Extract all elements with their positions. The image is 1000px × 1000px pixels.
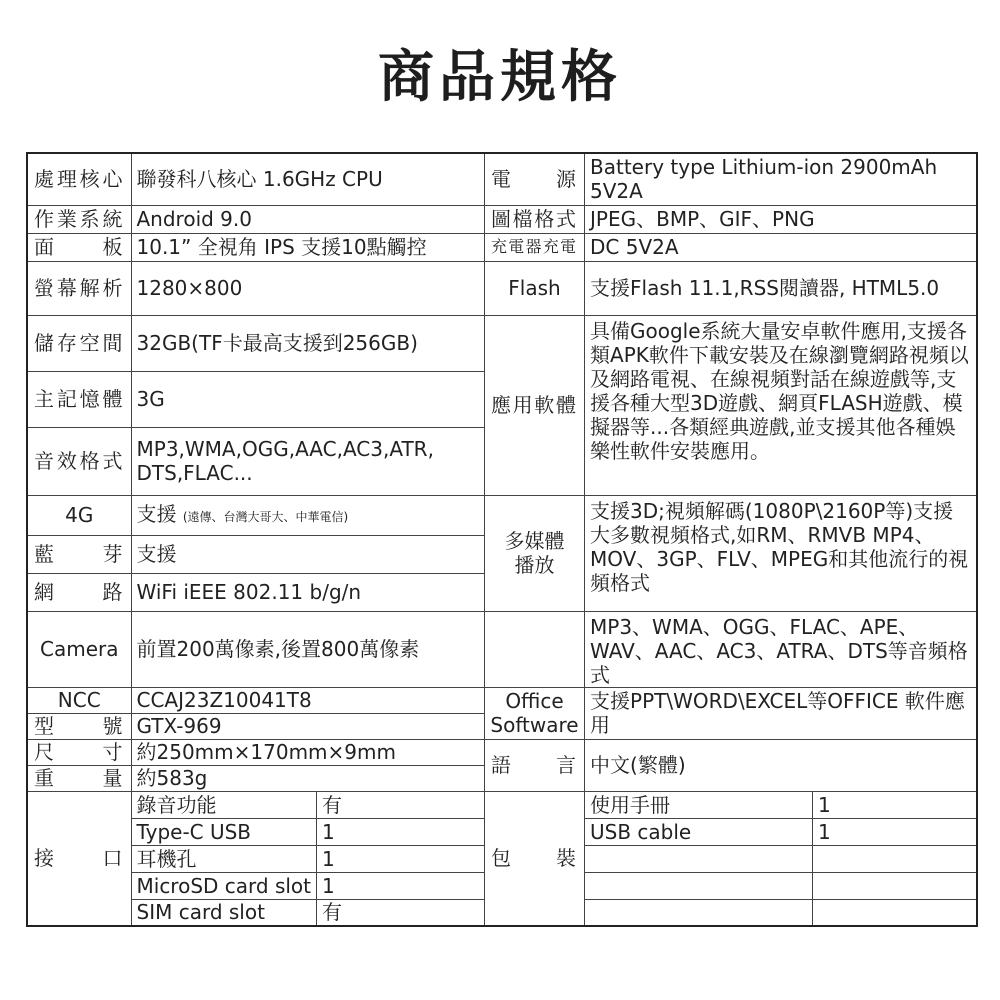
table-row <box>27 611 977 687</box>
package-item-qty <box>813 899 977 926</box>
storage-label: 儲存空間 <box>27 315 131 371</box>
resolution-label: 螢幕解析 <box>27 261 131 315</box>
spec-table <box>26 152 978 927</box>
table-row <box>27 495 977 535</box>
office-value: 支援PPT\WORD\EXCEL等OFFICE 軟件應用 <box>585 687 977 739</box>
size-value: 約250mm×170mm×9mm <box>131 739 485 765</box>
audio-label: 音效格式 <box>27 427 131 495</box>
charger-value: DC 5V2A <box>585 233 977 261</box>
package-item-qty <box>813 872 977 899</box>
lte-carriers-note: (遠傳、台灣大哥大、中華電信) <box>182 509 349 524</box>
panel-value: 10.1” 全視角 IPS 支援10點觸控 <box>131 233 485 261</box>
ram-value: 3G <box>131 371 485 427</box>
table-row <box>27 153 977 205</box>
camera-label: Camera <box>27 611 131 687</box>
port-name: SIM card slot <box>131 899 317 926</box>
lte-cell <box>131 495 485 535</box>
office-label: Office Software <box>485 687 585 739</box>
apps-value: 具備Google系統大量安卓軟件應用,支援各類APK軟件下載安裝及在線瀏覽網路視頻以及網路電視、在線視頻對話在線遊戲等,支援各種大型3D遊戲、網頁FLASH遊戲、模擬器等...各類經典遊戲,並支援其他各種娛樂性軟件安裝應用。 <box>585 315 977 495</box>
power-label: 電源 <box>485 153 585 205</box>
flash-value: 支援Flash 11.1,RSS閱讀器, HTML5.0 <box>585 261 977 315</box>
package-item-name <box>585 872 813 899</box>
ncc-value: CCAJ23Z10041T8 <box>131 687 485 713</box>
ram-label: 主記憶體 <box>27 371 131 427</box>
table-row <box>27 739 977 765</box>
table-row <box>27 233 977 261</box>
package-label: 包裝 <box>485 791 585 926</box>
port-value: 1 <box>317 818 485 845</box>
media-label-continued <box>485 611 585 687</box>
image-format-value: JPEG、BMP、GIF、PNG <box>585 205 977 233</box>
ncc-label: NCC <box>27 687 131 713</box>
network-label: 網路 <box>27 573 131 611</box>
bluetooth-value: 支援 <box>131 535 485 573</box>
package-item-qty: 1 <box>813 791 977 818</box>
port-name: MicroSD card slot <box>131 872 317 899</box>
audio-value: MP3,WMA,OGG,AAC,AC3,ATR, DTS,FLAC... <box>131 427 485 495</box>
table-row <box>27 261 977 315</box>
camera-value: 前置200萬像素,後置800萬像素 <box>131 611 485 687</box>
package-item-qty: 1 <box>813 818 977 845</box>
table-row <box>27 205 977 233</box>
flash-label: Flash <box>485 261 585 315</box>
table-row <box>27 687 977 713</box>
media-audio-value: MP3、WMA、OGG、FLAC、APE、WAV、AAC、AC3、ATRA、DTS等音頻格式 <box>585 611 977 687</box>
weight-value: 約583g <box>131 765 485 791</box>
lte-value: 支援 <box>136 501 177 526</box>
package-item-name: USB cable <box>585 818 813 845</box>
os-value: Android 9.0 <box>131 205 485 233</box>
bluetooth-label: 藍芽 <box>27 535 131 573</box>
power-value: Battery type Lithium-ion 2900mAh 5V2A <box>585 153 977 205</box>
package-item-name <box>585 845 813 872</box>
package-item-name: 使用手冊 <box>585 791 813 818</box>
package-item-name <box>585 899 813 926</box>
table-row <box>27 315 977 371</box>
port-value: 有 <box>317 791 485 818</box>
model-label: 型號 <box>27 713 131 739</box>
port-name: 耳機孔 <box>131 845 317 872</box>
language-label: 語言 <box>485 739 585 791</box>
port-value: 1 <box>317 872 485 899</box>
weight-label: 重量 <box>27 765 131 791</box>
apps-label: 應用軟體 <box>485 315 585 495</box>
table-row <box>27 791 977 818</box>
media-video-value: 支援3D;視頻解碼(1080P\2160P等)支援大多數視頻格式,如RM、RMVB MP4、MOV、3GP、FLV、MPEG和其他流行的視頻格式 <box>585 495 977 611</box>
port-value: 1 <box>317 845 485 872</box>
port-name: Type-C USB <box>131 818 317 845</box>
network-value: WiFi iEEE 802.11 b/g/n <box>131 573 485 611</box>
size-label: 尺寸 <box>27 739 131 765</box>
lte-label: 4G <box>27 495 131 535</box>
cpu-label: 處理核心 <box>27 153 131 205</box>
cpu-value: 聯發科八核心 1.6GHz CPU <box>131 153 485 205</box>
ports-label: 接口 <box>27 791 131 926</box>
storage-value: 32GB(TF卡最高支援到256GB) <box>131 315 485 371</box>
language-value: 中文(繁體) <box>585 739 977 791</box>
resolution-value: 1280×800 <box>131 261 485 315</box>
panel-label: 面板 <box>27 233 131 261</box>
image-format-label: 圖檔格式 <box>485 205 585 233</box>
media-label: 多媒體播放 <box>485 495 585 611</box>
charger-label: 充電器充電 <box>485 233 585 261</box>
page-title: 商品規格 <box>378 45 622 110</box>
os-label: 作業系統 <box>27 205 131 233</box>
package-item-qty <box>813 845 977 872</box>
port-value: 有 <box>317 899 485 926</box>
port-name: 錄音功能 <box>131 791 317 818</box>
model-value: GTX-969 <box>131 713 485 739</box>
